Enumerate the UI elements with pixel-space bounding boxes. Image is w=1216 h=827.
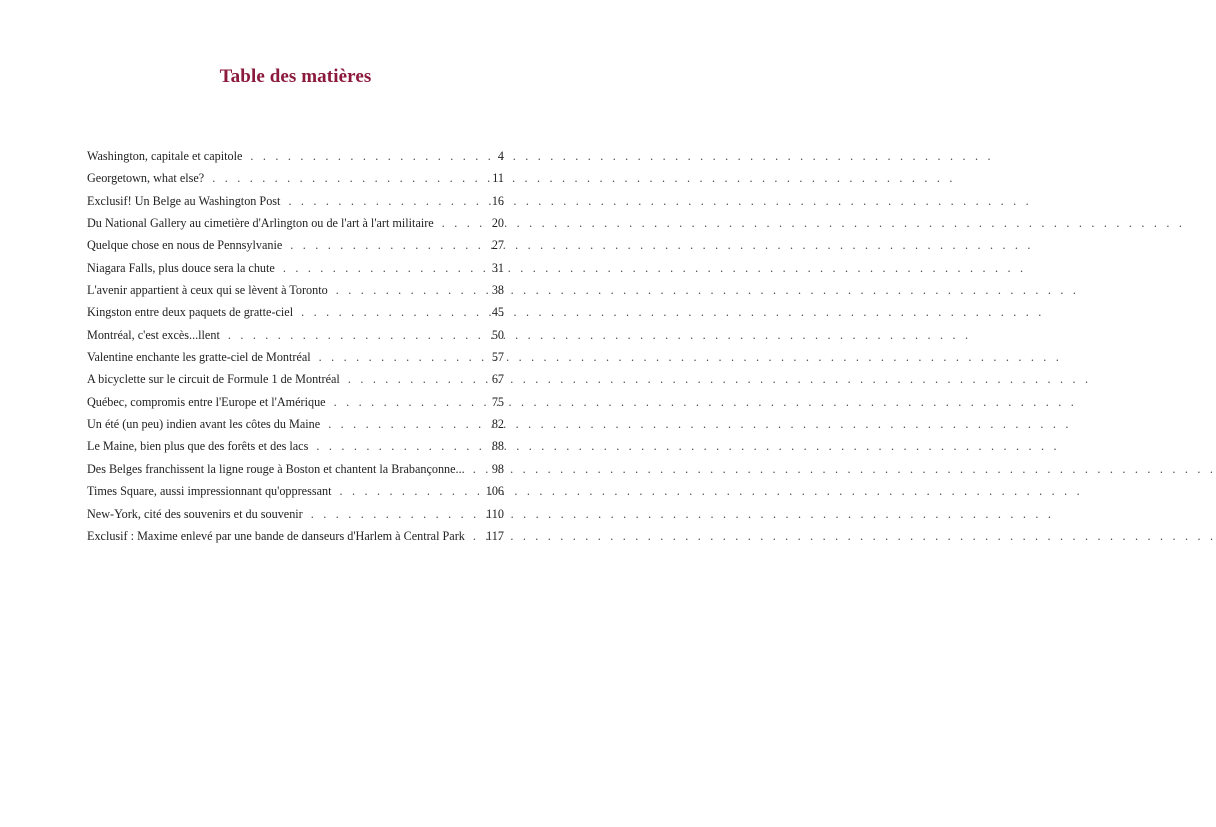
toc-entry-page-number: 82 <box>491 417 504 432</box>
toc-entry-title: New-York, cité des souvenirs et du souvenir <box>87 506 303 521</box>
page-title: Table des matières <box>219 66 372 87</box>
toc-entry-title: Exclusif : Maxime enlevé par une bande de danseurs d'Harlem à Central Park <box>87 528 465 543</box>
toc-entry-title: Québec, compromis entre l'Europe et l'Amérique <box>87 394 326 409</box>
dot-leader <box>283 257 490 279</box>
toc-entry-title: Exclusif! Un Belge au Washington Post <box>87 193 281 208</box>
dot-leader <box>288 190 489 212</box>
toc-entry-title: Valentine enchante les gratte-ciel de Montréal <box>87 350 311 365</box>
toc-entry-page-number: 57 <box>491 350 504 365</box>
table-of-contents <box>87 145 504 547</box>
toc-entry-title: Un été (un peu) indien avant les côtes du Maine <box>87 417 321 432</box>
toc-entry-page-number: 106 <box>485 484 504 499</box>
dot-leader <box>290 234 490 256</box>
toc-entry-title: Niagara Falls, plus douce sera la chute <box>87 260 275 275</box>
dot-leader <box>316 435 489 457</box>
toc-entry-page-number: 16 <box>491 193 504 208</box>
dot-leader <box>228 324 490 346</box>
toc-entry[interactable] <box>87 212 504 234</box>
toc-entry-page-number: 4 <box>497 149 504 163</box>
toc-entry-page-number: 98 <box>491 461 504 476</box>
dot-leader <box>212 167 490 189</box>
toc-entry[interactable] <box>87 167 504 189</box>
toc-entry-page-number: 88 <box>491 439 504 454</box>
toc-entry[interactable] <box>87 301 504 323</box>
toc-entry-page-number: 110 <box>486 506 504 521</box>
toc-entry[interactable] <box>87 346 504 368</box>
dot-leader <box>250 145 496 167</box>
toc-entry-page-number: 27 <box>491 238 504 253</box>
toc-entry-title: A bicyclette sur le circuit de Formule 1 de Montréal <box>87 372 340 387</box>
toc-entry-page-number: 31 <box>491 260 504 275</box>
dot-leader <box>319 346 490 368</box>
toc-entry-title: Montréal, c'est excès...llent <box>87 327 220 342</box>
toc-entry-title: Des Belges franchissent la ligne rouge à Boston et chantent la Brabançonne... <box>87 461 465 476</box>
document-page <box>0 0 591 827</box>
toc-entry-title: Quelque chose en nous de Pennsylvanie <box>87 238 283 253</box>
toc-entry[interactable] <box>87 324 504 346</box>
dot-leader <box>336 279 490 301</box>
dot-leader <box>442 212 490 234</box>
toc-entry-page-number: 117 <box>486 528 504 543</box>
toc-entry-page-number: 20 <box>491 216 504 231</box>
toc-entry-page-number: 11 <box>492 171 504 186</box>
toc-entry[interactable] <box>87 480 504 502</box>
toc-entry-title: Georgetown, what else? <box>87 171 205 186</box>
toc-entry-page-number: 75 <box>491 394 504 409</box>
toc-entry[interactable] <box>87 458 504 480</box>
toc-entry-title: L'avenir appartient à ceux qui se lèvent à Toronto <box>87 283 328 298</box>
dot-leader <box>473 458 490 480</box>
toc-entry-title: Du National Gallery au cimetière d'Arlington ou de l'art à l'art militaire <box>87 216 434 231</box>
toc-entry[interactable] <box>87 257 504 279</box>
toc-entry[interactable] <box>87 435 504 457</box>
toc-entry-title: Washington, capitale et capitole <box>87 149 243 163</box>
dot-leader <box>328 413 490 435</box>
toc-entry-page-number: 50 <box>491 327 504 342</box>
toc-entry-page-number: 67 <box>491 372 504 387</box>
dot-leader <box>301 301 490 323</box>
toc-entry[interactable] <box>87 413 504 435</box>
toc-entry[interactable] <box>87 190 504 212</box>
dot-leader <box>339 480 483 502</box>
toc-entry[interactable] <box>87 145 504 167</box>
dot-leader <box>311 503 484 525</box>
dot-leader <box>473 525 484 547</box>
toc-entry[interactable] <box>87 525 504 547</box>
toc-entry[interactable] <box>87 368 504 390</box>
toc-entry-page-number: 45 <box>491 305 504 320</box>
toc-entry[interactable] <box>87 279 504 301</box>
toc-entry[interactable] <box>87 391 504 413</box>
toc-entry-title: Times Square, aussi impressionnant qu'oppressant <box>87 484 332 499</box>
dot-leader <box>348 368 490 390</box>
toc-entry-title: Le Maine, bien plus que des forêts et des lacs <box>87 439 309 454</box>
toc-entry[interactable] <box>87 234 504 256</box>
toc-entry-page-number: 38 <box>491 283 504 298</box>
toc-entry-title: Kingston entre deux paquets de gratte-ciel <box>87 305 294 320</box>
toc-entry[interactable] <box>87 503 504 525</box>
dot-leader <box>334 391 490 413</box>
